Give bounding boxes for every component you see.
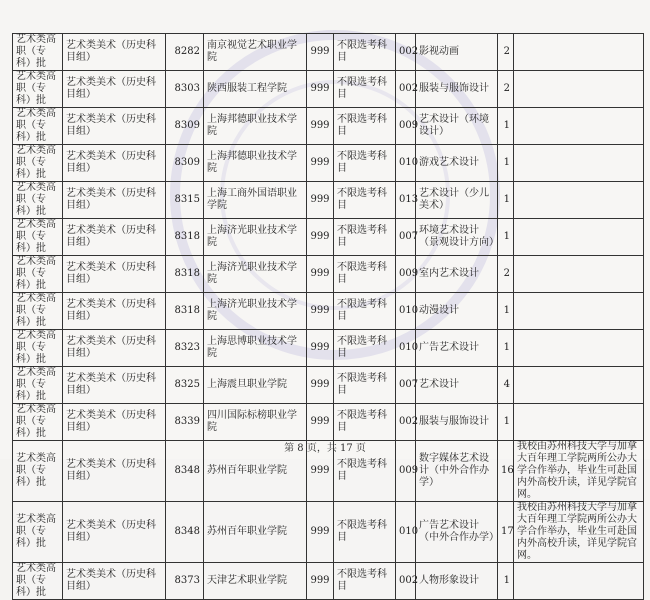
category-cell: 艺术类美术（历史科目组）: [63, 71, 166, 108]
page-footer: 第 8 页，共 17 页: [284, 443, 366, 454]
school-name-cell: 上海工商外国语职业学院: [204, 182, 307, 219]
school-code-cell: 8348: [166, 441, 204, 502]
batch-cell: 艺术类高职（专科）批: [13, 367, 63, 404]
plan-code-cell: 999: [307, 34, 334, 71]
remark-cell: [514, 256, 644, 293]
table-row: [13, 330, 644, 367]
major-code-cell: 007: [396, 367, 416, 404]
subject-requirement-cell: 不限选考科目: [334, 108, 396, 145]
school-name-cell: 陕西服装工程学院: [204, 71, 307, 108]
major-code-cell: 002: [396, 563, 416, 600]
plan-code-cell: 999: [307, 71, 334, 108]
school-name-cell: 上海邦德职业技术学院: [204, 108, 307, 145]
major-code-cell: 010: [396, 145, 416, 182]
table-row: [13, 293, 644, 330]
remark-cell: [514, 71, 644, 108]
remark-cell: [514, 108, 644, 145]
category-cell: 艺术类美术（历史科目组）: [63, 367, 166, 404]
major-name-cell: 广告艺术设计（中外合作办学）: [416, 502, 498, 563]
table-row: [13, 367, 644, 404]
enrollment-count-cell: 1: [498, 108, 514, 145]
plan-code-cell: 999: [307, 219, 334, 256]
major-name-cell: 室内艺术设计: [416, 256, 498, 293]
major-name-cell: 服装与服饰设计: [416, 71, 498, 108]
plan-code-cell: 999: [307, 441, 334, 502]
category-cell: 艺术类美术（历史科目组）: [63, 108, 166, 145]
table-row: [13, 71, 644, 108]
batch-cell: 艺术类高职（专科）批: [13, 145, 63, 182]
subject-requirement-cell: 不限选考科目: [334, 256, 396, 293]
major-code-cell: 010: [396, 293, 416, 330]
major-code-cell: 010: [396, 502, 416, 563]
major-code-cell: 002: [396, 34, 416, 71]
major-name-cell: 服装与服饰设计: [416, 404, 498, 441]
school-code-cell: 8318: [166, 256, 204, 293]
plan-code-cell: 999: [307, 182, 334, 219]
plan-code-cell: 999: [307, 145, 334, 182]
remark-cell: [514, 145, 644, 182]
school-name-cell: 天津艺术职业学院: [204, 563, 307, 600]
school-name-cell: 上海济光职业技术学院: [204, 219, 307, 256]
category-cell: 艺术类美术（历史科目组）: [63, 502, 166, 563]
subject-requirement-cell: 不限选考科目: [334, 71, 396, 108]
subject-requirement-cell: 不限选考科目: [334, 145, 396, 182]
remark-cell: [514, 293, 644, 330]
major-code-cell: 007: [396, 219, 416, 256]
school-code-cell: 8309: [166, 145, 204, 182]
major-code-cell: 002: [396, 404, 416, 441]
enrollment-count-cell: 1: [498, 563, 514, 600]
enrollment-count-cell: 2: [498, 71, 514, 108]
category-cell: 艺术类美术（历史科目组）: [63, 34, 166, 71]
school-name-cell: 上海济光职业技术学院: [204, 256, 307, 293]
category-cell: 艺术类美术（历史科目组）: [63, 145, 166, 182]
subject-requirement-cell: 不限选考科目: [334, 293, 396, 330]
batch-cell: 艺术类高职（专科）批: [13, 330, 63, 367]
enrollment-count-cell: 1: [498, 182, 514, 219]
major-code-cell: 010: [396, 330, 416, 367]
subject-requirement-cell: 不限选考科目: [334, 330, 396, 367]
subject-requirement-cell: 不限选考科目: [334, 34, 396, 71]
enrollment-count-cell: 1: [498, 145, 514, 182]
remark-cell: [514, 182, 644, 219]
table-row: [13, 108, 644, 145]
table-row: [13, 182, 644, 219]
enrollment-count-cell: 1: [498, 219, 514, 256]
batch-cell: 艺术类高职（专科）批: [13, 108, 63, 145]
school-name-cell: 上海震旦职业学院: [204, 367, 307, 404]
plan-code-cell: 999: [307, 330, 334, 367]
batch-cell: 艺术类高职（专科）批: [13, 404, 63, 441]
plan-code-cell: 999: [307, 367, 334, 404]
category-cell: 艺术类美术（历史科目组）: [63, 404, 166, 441]
major-name-cell: 环境艺术设计（景观设计方向）: [416, 219, 498, 256]
major-name-cell: 数字媒体艺术设计（中外合作办学）: [416, 441, 498, 502]
category-cell: 艺术类美术（历史科目组）: [63, 182, 166, 219]
plan-code-cell: 999: [307, 108, 334, 145]
batch-cell: 艺术类高职（专科）批: [13, 71, 63, 108]
plan-code-cell: 999: [307, 404, 334, 441]
school-name-cell: 南京视觉艺术职业学院: [204, 34, 307, 71]
enrollment-count-cell: 2: [498, 256, 514, 293]
batch-cell: 艺术类高职（专科）批: [13, 219, 63, 256]
major-name-cell: 影视动画: [416, 34, 498, 71]
batch-cell: 艺术类高职（专科）批: [13, 182, 63, 219]
plan-code-cell: 999: [307, 502, 334, 563]
school-code-cell: 8309: [166, 108, 204, 145]
enrollment-count-cell: 17: [498, 502, 514, 563]
category-cell: 艺术类美术（历史科目组）: [63, 256, 166, 293]
table-row: [13, 256, 644, 293]
subject-requirement-cell: 不限选考科目: [334, 441, 396, 502]
major-name-cell: 广告艺术设计: [416, 330, 498, 367]
major-code-cell: 009: [396, 108, 416, 145]
batch-cell: 艺术类高职（专科）批: [13, 256, 63, 293]
batch-cell: 艺术类高职（专科）批: [13, 502, 63, 563]
major-code-cell: 013: [396, 182, 416, 219]
remark-cell: 我校由苏州科技大学与加拿大百年理工学院两所公办大学合作举办，毕业生可赴国内外高校升读，详见学院官网。: [514, 502, 644, 563]
school-name-cell: 苏州百年职业学院: [204, 441, 307, 502]
school-name-cell: 四川国际标榜职业学院: [204, 404, 307, 441]
subject-requirement-cell: 不限选考科目: [334, 404, 396, 441]
school-code-cell: 8325: [166, 367, 204, 404]
category-cell: 艺术类美术（历史科目组）: [63, 563, 166, 600]
major-name-cell: 人物形象设计: [416, 563, 498, 600]
major-code-cell: 009: [396, 441, 416, 502]
school-code-cell: 8373: [166, 563, 204, 600]
school-code-cell: 8303: [166, 71, 204, 108]
major-name-cell: 动漫设计: [416, 293, 498, 330]
table-row: [13, 502, 644, 563]
batch-cell: 艺术类高职（专科）批: [13, 563, 63, 600]
school-code-cell: 8318: [166, 293, 204, 330]
school-code-cell: 8323: [166, 330, 204, 367]
plan-code-cell: 999: [307, 293, 334, 330]
major-name-cell: 艺术设计: [416, 367, 498, 404]
school-name-cell: 上海思博职业技术学院: [204, 330, 307, 367]
remark-cell: [514, 563, 644, 600]
enrollment-count-cell: 1: [498, 330, 514, 367]
remark-cell: [514, 367, 644, 404]
subject-requirement-cell: 不限选考科目: [334, 502, 396, 563]
remark-cell: [514, 404, 644, 441]
category-cell: 艺术类美术（历史科目组）: [63, 330, 166, 367]
category-cell: 艺术类美术（历史科目组）: [63, 293, 166, 330]
subject-requirement-cell: 不限选考科目: [334, 219, 396, 256]
subject-requirement-cell: 不限选考科目: [334, 367, 396, 404]
school-code-cell: 8282: [166, 34, 204, 71]
major-name-cell: 艺术设计（少儿美术）: [416, 182, 498, 219]
school-name-cell: 上海邦德职业技术学院: [204, 145, 307, 182]
school-code-cell: 8318: [166, 219, 204, 256]
plan-code-cell: 999: [307, 256, 334, 293]
table-row: [13, 219, 644, 256]
remark-cell: [514, 219, 644, 256]
school-code-cell: 8339: [166, 404, 204, 441]
table-row: [13, 404, 644, 441]
enrollment-count-cell: 1: [498, 404, 514, 441]
major-name-cell: 艺术设计（环境设计）: [416, 108, 498, 145]
table-row: [13, 34, 644, 71]
remark-cell: [514, 330, 644, 367]
remark-cell: [514, 34, 644, 71]
plan-code-cell: 999: [307, 563, 334, 600]
school-code-cell: 8315: [166, 182, 204, 219]
subject-requirement-cell: 不限选考科目: [334, 182, 396, 219]
batch-cell: 艺术类高职（专科）批: [13, 441, 63, 502]
enrollment-count-cell: 1: [498, 293, 514, 330]
school-name-cell: 上海济光职业技术学院: [204, 293, 307, 330]
enrollment-count-cell: 4: [498, 367, 514, 404]
category-cell: 艺术类美术（历史科目组）: [63, 441, 166, 502]
subject-requirement-cell: 不限选考科目: [334, 563, 396, 600]
enrollment-count-cell: 16: [498, 441, 514, 502]
category-cell: 艺术类美术（历史科目组）: [63, 219, 166, 256]
remark-cell: 我校由苏州科技大学与加拿大百年理工学院两所公办大学合作举办，毕业生可赴国内外高校升读，详见学院官网。: [514, 441, 644, 502]
table-row: [13, 145, 644, 182]
enrollment-count-cell: 2: [498, 34, 514, 71]
major-name-cell: 游戏艺术设计: [416, 145, 498, 182]
school-code-cell: 8348: [166, 502, 204, 563]
major-code-cell: 009: [396, 256, 416, 293]
table-row: [13, 563, 644, 600]
batch-cell: 艺术类高职（专科）批: [13, 293, 63, 330]
school-name-cell: 苏州百年职业学院: [204, 502, 307, 563]
batch-cell: 艺术类高职（专科）批: [13, 34, 63, 71]
major-code-cell: 002: [396, 71, 416, 108]
admission-plan-table: [12, 33, 644, 600]
